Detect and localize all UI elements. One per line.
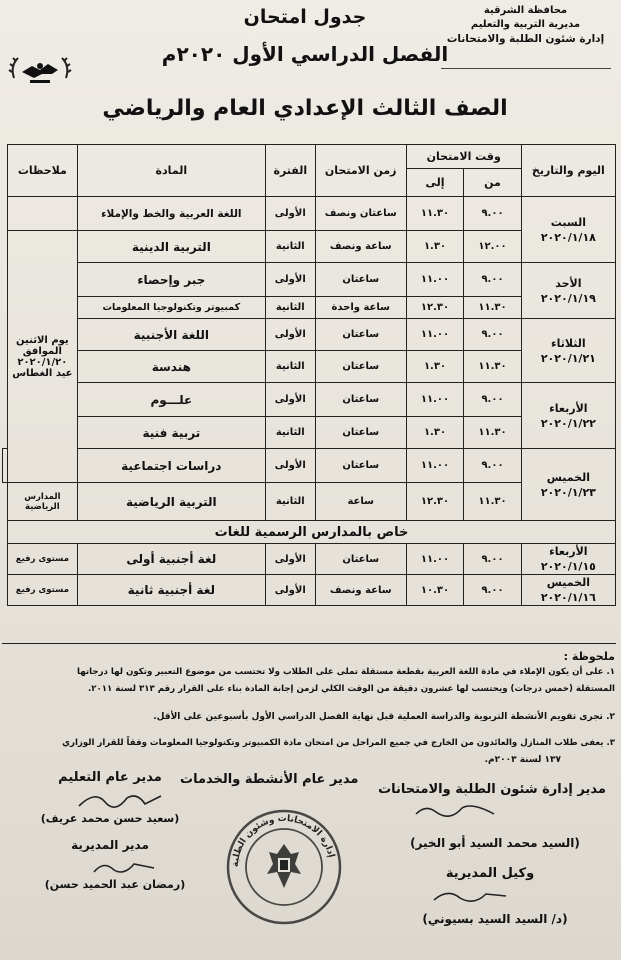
notes-heading: ملحوظة : [563, 650, 615, 663]
from-cell: ٩.٠٠ [464, 449, 521, 483]
to-cell: ١١.٠٠ [406, 449, 463, 483]
note-line-3: ٣. يعفى طلاب المنازل والعائدون من الخارج في جميع المراحل من امتحان مادة الكمبيوتر وتكنولوجيا المعلومات وفقاً للقرار الوزاري [62, 738, 615, 748]
holiday-note-cell [8, 231, 78, 483]
sports-schools-note: المدارس الرياضية [8, 483, 78, 521]
day-name: الثلاثاء [551, 336, 586, 350]
table-row [3, 263, 616, 297]
notes-cell [3, 449, 8, 483]
to-cell: ١١.٠٠ [406, 383, 463, 417]
period-cell: الأولى [265, 449, 315, 483]
notes-cell: مستوى رفيع [8, 544, 78, 575]
period-cell: الأولى [265, 575, 315, 606]
table-row [3, 449, 616, 483]
stamp-text: إدارة الامتحانات وشئون الطلبة [230, 813, 336, 868]
org-divider [441, 68, 611, 69]
note-line-2: ٢. تجرى تقويم الأنشطة التربوية والدراسة العملية قبل نهاية الفصل الدراسي الأول بأسبوعين على الأقل. [153, 712, 615, 722]
day-date: ٢٠٢٠/١/٢٢ [540, 416, 596, 430]
day-cell [521, 319, 615, 383]
table-row [3, 197, 616, 231]
subject-cell: كمبيوتر وتكنولوجيا المعلومات [77, 297, 265, 319]
day-name: الخميس [546, 576, 590, 589]
col-header-duration: زمن الامتحان [315, 145, 406, 197]
directorate-director-signature-icon [90, 856, 160, 878]
holiday-note-occasion: عيد الغطاس [12, 367, 73, 379]
table-row [3, 383, 616, 417]
to-cell: ١٢.٣٠ [406, 297, 463, 319]
deputy-title: وكيل المديرية [445, 866, 535, 881]
term-title: الفصل الدراسي الأول ٢٠٢٠م [161, 42, 449, 66]
duration-cell: ساعتان [315, 263, 406, 297]
special-section-row [3, 521, 616, 544]
col-header-notes: ملاحظات [8, 145, 78, 197]
directorate-director-title: مدير المديرية [71, 838, 149, 852]
col-header-subject: المادة [77, 145, 265, 197]
org-line-governorate: محافظة الشرقية [483, 5, 568, 16]
document-title: جدول امتحان [243, 6, 367, 28]
to-cell: ١١.٠٠ [406, 263, 463, 297]
subject-cell: اللغة العربية والخط والإملاء [77, 197, 265, 231]
day-date: ٢٠٢٠/١/١٩ [540, 291, 596, 305]
duration-cell: ساعة ونصف [315, 575, 406, 606]
table-row [3, 575, 616, 606]
period-cell: الثانية [265, 231, 315, 263]
day-date: ٢٠٢٠/١/٢١ [540, 351, 596, 365]
deputy-name: (د/ السيد السيد بسيوني) [422, 912, 568, 926]
day-date: ٢٠٢٠/١/١٨ [540, 230, 596, 244]
period-cell: الأولى [265, 544, 315, 575]
holiday-note-date: ٢٠٢٠/١/٢٠ [17, 356, 68, 368]
holiday-note-day: يوم الاثنين [16, 334, 69, 346]
day-date: ٢٠٢٠/١/٢٣ [540, 485, 596, 499]
duration-cell: ساعة واحدة [315, 297, 406, 319]
period-cell: الأولى [265, 319, 315, 351]
col-header-to: إلى [406, 169, 463, 197]
eagle-emblem-icon [8, 48, 72, 96]
duration-cell: ساعتان [315, 417, 406, 449]
from-cell: ٩.٠٠ [464, 544, 521, 575]
subject-cell: اللغة الأجنبية [77, 319, 265, 351]
table-row [3, 544, 616, 575]
from-cell: ١١.٣٠ [464, 297, 521, 319]
notes-cell [8, 197, 78, 231]
duration-cell: ساعتان [315, 319, 406, 351]
exam-schedule-table [2, 144, 616, 606]
subject-cell: تربية فنية [77, 417, 265, 449]
table-header-row [3, 145, 616, 169]
duration-cell: ساعتان [315, 351, 406, 383]
period-cell: الثانية [265, 483, 315, 521]
student-affairs-director-name: (السيد محمد السيد أبو الخير) [410, 836, 580, 850]
from-cell: ٩.٠٠ [464, 575, 521, 606]
notes-cell: مستوى رفيع [8, 575, 78, 606]
subject-cell: هندسة [77, 351, 265, 383]
duration-cell: ساعتان [315, 449, 406, 483]
note-line-3-cont: ١٣٧ لسنة ٢٠٠٣م. [484, 755, 561, 765]
from-cell: ١١.٣٠ [464, 417, 521, 449]
day-name: السبت [550, 215, 586, 229]
day-cell [521, 575, 615, 606]
duration-cell: ساعتان ونصف [315, 197, 406, 231]
day-cell [521, 544, 615, 575]
duration-cell: ساعة [315, 483, 406, 521]
to-cell: ١١.٠٠ [406, 319, 463, 351]
from-cell: ٩.٠٠ [464, 263, 521, 297]
notes-section [2, 643, 616, 644]
to-cell: ١٠.٣٠ [406, 575, 463, 606]
subject-cell: التربية الرياضية [77, 483, 265, 521]
day-date: ٢٠٢٠/١/١٥ [540, 560, 596, 573]
to-cell: ١.٣٠ [406, 231, 463, 263]
day-name: الأربعاء [549, 545, 588, 558]
subject-cell: جبر وإحصاء [77, 263, 265, 297]
from-cell: ٩.٠٠ [464, 197, 521, 231]
special-section-title: خاص بالمدارس الرسمية للغات [8, 521, 616, 544]
from-cell: ٩.٠٠ [464, 383, 521, 417]
from-cell: ٩.٠٠ [464, 319, 521, 351]
col-header-from: من [464, 169, 521, 197]
subject-cell: التربية الدينية [77, 231, 265, 263]
edu-director-title: مدير عام التعليم [58, 770, 162, 785]
period-cell: الأولى [265, 263, 315, 297]
from-cell: ١٢.٠٠ [464, 231, 521, 263]
period-cell: الثانية [265, 417, 315, 449]
col-header-period: الفترة [265, 145, 315, 197]
subject-cell: لغة أجنبية أولى [77, 544, 265, 575]
period-cell: الثانية [265, 297, 315, 319]
to-cell: ١٢.٣٠ [406, 483, 463, 521]
day-name: الأحد [555, 276, 582, 290]
duration-cell: ساعتان [315, 544, 406, 575]
duration-cell: ساعة ونصف [315, 231, 406, 263]
edu-director-signature-icon [75, 788, 165, 812]
deputy-signature-icon [430, 886, 510, 908]
day-cell [521, 449, 615, 521]
col-header-exam-time: وقت الامتحان [406, 145, 521, 169]
org-line-directorate: مديرية التربية والتعليم [470, 19, 581, 30]
day-cell [521, 383, 615, 449]
directorate-director-name: (رمضان عبد الحميد حسن) [44, 878, 186, 891]
to-cell: ١.٣٠ [406, 351, 463, 383]
note-line-1-cont: المستقلة (خمس درجات) ويحتسب لها عشرون دقيقة من الوقت الكلي لزمن إجابة المادة بناء على القرار رقم ٣١٣ لسنة ٢٠١١. [88, 684, 615, 694]
table-row [3, 319, 616, 351]
day-name: الأربعاء [549, 401, 588, 415]
grade-title: الصف الثالث الإعدادي العام والرياضي [102, 96, 508, 121]
activities-director-title: مدير عام الأنشطة والخدمات [180, 772, 359, 787]
duration-cell: ساعتان [315, 383, 406, 417]
holiday-note-label: الموافق [22, 345, 62, 357]
subject-cell: دراسات اجتماعية [77, 449, 265, 483]
to-cell: ١١.٣٠ [406, 197, 463, 231]
day-name: الخميس [546, 470, 590, 484]
from-cell: ١١.٣٠ [464, 483, 521, 521]
day-date: ٢٠٢٠/١/١٦ [540, 591, 596, 604]
col-header-day: اليوم والتاريخ [521, 145, 615, 197]
period-cell: الثانية [265, 351, 315, 383]
student-affairs-director-title: مدير إدارة شئون الطلبة والامتحانات [378, 782, 606, 797]
period-cell: الأولى [265, 197, 315, 231]
from-cell: ١١.٣٠ [464, 351, 521, 383]
day-cell [521, 197, 615, 263]
subject-cell: علـــوم [77, 383, 265, 417]
official-stamp-icon [225, 808, 343, 926]
day-cell [521, 263, 615, 319]
org-line-affairs: إدارة شئون الطلبة والامتحانات [446, 33, 605, 45]
subject-cell: لغة أجنبية ثانية [77, 575, 265, 606]
period-cell: الأولى [265, 383, 315, 417]
note-line-1: ١. على أن يكون الإملاء في مادة اللغة العربية بقطعة مستقلة تملى على الطلاب ولا تحتسب من موضوع التعبير وتكون لها درجاتها [77, 667, 615, 677]
edu-director-name: (سعيد حسن محمد عريف) [40, 812, 180, 825]
to-cell: ١١.٠٠ [406, 544, 463, 575]
student-affairs-signature-icon [410, 800, 500, 824]
to-cell: ١.٣٠ [406, 417, 463, 449]
